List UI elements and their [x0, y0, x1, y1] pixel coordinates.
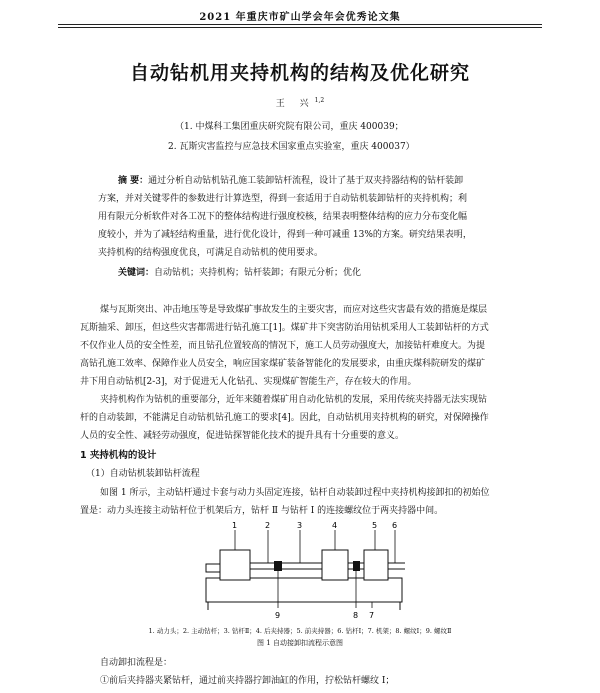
abstract-line-5: 夹持机构的结构强度优良，可满足自动钻机的使用要求。	[98, 248, 324, 258]
figure-1-diagram	[190, 520, 420, 620]
thread-ii	[274, 561, 282, 571]
intro-line-3: 不仅作业人员的安全性差，而且钻孔位置较高的情况下，施工人员劳动强度大，加接钻杆难度大。为提	[80, 341, 486, 351]
fig-label-8: 8	[353, 611, 359, 620]
frame-body	[206, 578, 402, 602]
para2-line-1: 如图 1 所示，主动钻杆通过卡套与动力头固定连接，钻杆自动装卸过程中夹持机构接卸扣的初始位	[100, 488, 490, 498]
abstract-line-1: 摘 要：通过分析自动钻机钻孔施工装卸钻杆流程，设计了基于双夹持器结构的钻杆装卸	[118, 176, 464, 186]
process-label: 自动卸扣流程是：	[100, 658, 173, 668]
author-sup: 1,2	[314, 97, 325, 104]
abstract-line-2: 方案，并对关键零件的参数进行计算选型，得到一套适用于自动钻机装卸钻杆的夹持机构；利	[98, 194, 468, 204]
fig-label-5: 5	[372, 521, 378, 530]
figure-legend: 1. 动力头；2. 主动钻杆；3. 钻杆Ⅱ；4. 后夹持器；5. 前夹持器；6. 钻杆Ⅰ；7. 机架；8. 螺纹Ⅰ；9. 螺纹Ⅱ	[148, 627, 452, 635]
thread-i	[353, 561, 360, 571]
intro-line-6: 夹持机构作为钻机的重要部分，近年来随着煤矿用自动化钻机的发展，采用传统夹持器无法实现钻	[100, 395, 488, 405]
abstract-label: 摘 要：	[118, 176, 149, 186]
keywords	[118, 264, 361, 282]
section-heading-1: 1 夹持机构的设计	[80, 450, 157, 461]
intro-line-2: 瓦斯抽采、卸压，但这些灾害都需进行钻孔施工[1]。煤矿井下突害防治用钻机采用人工装卸钻杆的方式	[80, 323, 489, 333]
rear-clamp	[322, 550, 348, 580]
intro-line-7: 杆的自动装卸，不能满足自动钻机钻孔施工的要求[4]。因此，自动钻机用夹持机构的研究，对保障操作	[80, 413, 489, 423]
fig-label-2: 2	[265, 521, 271, 530]
affiliation-1: （1. 中煤科工集团重庆研究院有限公司，重庆 400039；	[175, 122, 404, 132]
paper-title: 自动钻机用夹持机构的结构及优化研究	[129, 62, 470, 84]
intro-line-5: 井下用自动钻机[2-3]，对于促进无人化钻孔、实现煤矿智能生产，存在较大的作用。	[80, 377, 417, 387]
fig-label-6: 6	[392, 521, 398, 530]
figure-caption: 图 1 自动接卸扣流程示意图	[257, 639, 343, 647]
fig-label-1: 1	[232, 521, 238, 530]
affiliation-2: 2. 瓦斯灾害监控与应急技术国家重点实验室，重庆 400037）	[168, 142, 415, 152]
keywords-text: 自动钻机；夹持机构；钻杆装卸；有限元分析；优化	[154, 268, 362, 278]
fig-label-9: 9	[275, 611, 281, 620]
abstract-line-3: 用有限元分析软件对各工况下的整体结构进行强度校核，结果表明整体结构的应力分布变化幅	[98, 212, 468, 222]
power-head	[220, 550, 250, 580]
fig-label-7: 7	[369, 611, 375, 620]
intro-line-8: 人员的安全性、减轻劳动强度，促进钻探智能化技术的提升具有十分重要的意义。	[80, 431, 405, 441]
front-clamp	[364, 550, 388, 580]
para2-line-2: 置是：动力头连接主动钻杆位于机架后方，钻杆 Ⅱ 与钻杆 Ⅰ 的连接螺纹位于两夹持器中间。	[80, 506, 444, 516]
header-rule	[58, 24, 542, 25]
intro-line-1: 煤与瓦斯突出、冲击地压等是导致煤矿事故发生的主要灾害，而应对这些灾害最有效的措施是煤层	[100, 305, 488, 315]
author-name: 王 兴	[275, 99, 315, 109]
keywords-label: 关键词：	[118, 268, 155, 278]
abstract-line-4: 度较小，并为了减轻结构重量，进行优化设计，得到一种可减重 13%的方案。研究结果表明，	[98, 230, 472, 240]
journal-header: 2021 年重庆市矿山学会年会优秀论文集	[199, 12, 401, 23]
process-step-1: ①前后夹持器夹紧钻杆，通过前夹持器拧卸油缸的作用，拧松钻杆螺纹 Ⅰ；	[100, 676, 395, 686]
intro-line-4: 高钻孔施工效率、保障作业人员安全，响应国家煤矿装备智能化的发展要求，由重庆煤科院研发的煤矿	[80, 359, 486, 369]
fig-label-3: 3	[297, 521, 303, 530]
subsection-heading-1: （1）自动钻机装卸钻杆流程	[86, 469, 200, 479]
author	[0, 96, 600, 109]
power-head-tab	[206, 564, 220, 572]
fig-label-4: 4	[332, 521, 338, 530]
header-rule-2	[58, 27, 542, 28]
